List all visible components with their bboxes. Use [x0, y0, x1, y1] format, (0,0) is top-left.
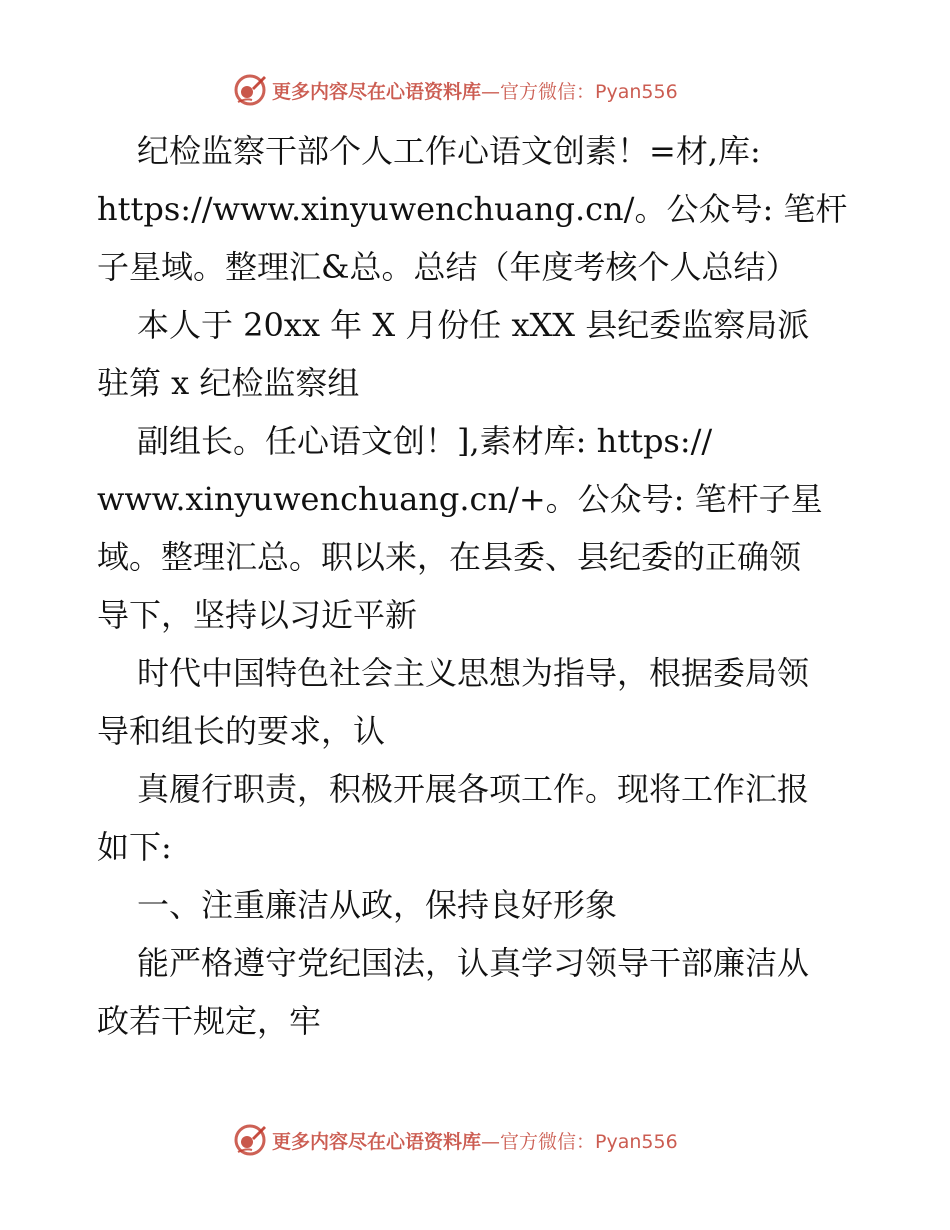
body-line-9: 导下，坚持以习近平新	[97, 596, 418, 634]
body-line-12: 真履行职责，积极开展各项工作。现将工作汇报	[137, 770, 810, 808]
header-watermark-wechat: —官方微信：Pyan556	[481, 80, 678, 103]
body-line-4: 本人于 20xx 年 X 月份任 xXX 县纪委监察局派	[137, 306, 810, 344]
section-heading-1: 一、注重廉洁从政，保持良好形象	[137, 886, 618, 924]
body-line-7: www.xinyuwenchuang.cn/+。公众号: 笔杆子星	[97, 480, 823, 518]
body-line-6: 副组长。任心语文创！],素材库: https://	[137, 422, 713, 460]
body-line-8: 域。整理汇总。职以来，在县委、县纪委的正确领	[97, 538, 802, 576]
body-line-1: 纪检监察干部个人工作心语文创素！=材,库:	[137, 132, 761, 170]
footer-watermark-wechat: —官方微信：Pyan556	[481, 1130, 678, 1153]
body-line-5: 驻第 x 纪检监察组	[97, 364, 360, 402]
document-body	[97, 122, 857, 1050]
body-line-2: https://www.xinyuwenchuang.cn/。公众号: 笔杆	[97, 190, 848, 228]
quill-circle-logo-icon	[232, 72, 268, 108]
body-line-13: 如下:	[97, 828, 172, 866]
quill-circle-logo-icon	[232, 1122, 268, 1158]
header-watermark-banner	[232, 72, 678, 108]
body-line-3: 子星域。整理汇&总。总结（年度考核个人总结）	[97, 248, 798, 286]
footer-watermark-banner	[232, 1122, 678, 1158]
footer-watermark-title: 更多内容尽在心语资料库	[272, 1130, 482, 1153]
body-line-11: 导和组长的要求，认	[97, 712, 386, 750]
body-line-16: 政若干规定，牢	[97, 1002, 322, 1040]
body-line-10: 时代中国特色社会主义思想为指导，根据委局领	[137, 654, 810, 692]
body-line-15: 能严格遵守党纪国法，认真学习领导干部廉洁从	[137, 944, 810, 982]
header-watermark-title: 更多内容尽在心语资料库	[272, 80, 482, 103]
